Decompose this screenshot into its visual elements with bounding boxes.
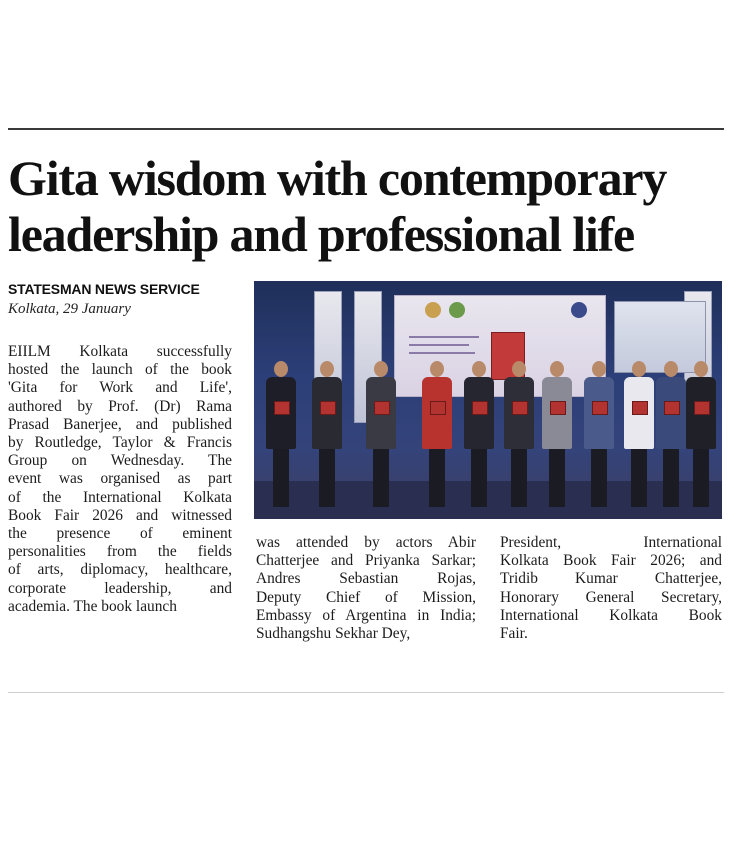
guest-head	[592, 361, 606, 377]
article-line: event was organised as part	[8, 470, 232, 488]
article-line: academia. The book launch	[8, 597, 177, 615]
guest-legs	[693, 449, 709, 507]
guest-head	[550, 361, 564, 377]
article-line: Deputy Chief of Mission,	[256, 588, 476, 606]
logo-emblem	[425, 302, 441, 318]
guest-head	[632, 361, 646, 377]
article-column-3	[500, 534, 722, 643]
article-line: Kolkata Book Fair 2026; and	[500, 552, 722, 570]
headline-line-2: leadership and professional life	[8, 206, 635, 262]
article-line: Andres Sebastian Rojas,	[256, 570, 476, 588]
book-held	[592, 401, 608, 415]
guest-legs	[273, 449, 289, 507]
guest-legs	[549, 449, 565, 507]
article-line: corporate leadership, and	[8, 579, 232, 597]
article-line: Fair.	[500, 625, 528, 643]
article-line: by Routledge, Taylor & Francis	[8, 434, 232, 452]
article-line: authored by Prof. (Dr) Rama	[8, 397, 232, 415]
guest-head	[512, 361, 526, 377]
article-line: International Kolkata Book	[500, 606, 722, 624]
article-line: was attended by actors Abir	[256, 534, 476, 551]
guest-head	[472, 361, 486, 377]
bottom-rule	[8, 692, 724, 693]
book-held	[664, 401, 680, 415]
book-held	[274, 401, 290, 415]
guest-legs	[373, 449, 389, 507]
article-line: Sudhangshu Sekhar Dey,	[256, 625, 411, 643]
book-held	[632, 401, 648, 415]
guest-legs	[429, 449, 445, 507]
book-held	[694, 401, 710, 415]
byline: STATESMAN NEWS SERVICE	[8, 281, 200, 297]
guest-legs	[471, 449, 487, 507]
article-line: 'Gita for Work and Life',	[8, 379, 232, 397]
headline	[8, 150, 728, 262]
guest-legs	[319, 449, 335, 507]
article-line: personalities from the fields	[8, 543, 232, 561]
article-line: hosted the launch of the book	[8, 361, 232, 379]
article-line: Honorary General Secretary,	[500, 588, 722, 606]
article-line: of the International Kolkata	[8, 488, 232, 506]
article-line: the presence of eminent	[8, 525, 232, 543]
article-line: Book Fair 2026 and witnessed	[8, 506, 232, 524]
article-column-2	[256, 534, 476, 643]
guest-head	[274, 361, 288, 377]
guest-head	[664, 361, 678, 377]
book-held	[430, 401, 446, 415]
article-line: President, International	[500, 534, 722, 551]
book-held	[472, 401, 488, 415]
banner-text-line	[409, 344, 469, 346]
dateline: Kolkata, 29 January	[8, 301, 131, 317]
logo-emblem	[449, 302, 465, 318]
guest-legs	[631, 449, 647, 507]
book-held	[374, 401, 390, 415]
headline-line-1: Gita wisdom with contemporary	[8, 150, 667, 206]
book-held	[550, 401, 566, 415]
guest-legs	[511, 449, 527, 507]
side-screen	[614, 301, 706, 373]
article-line: Group on Wednesday. The	[8, 452, 232, 470]
book-held	[512, 401, 528, 415]
banner-text-line	[409, 352, 475, 354]
article-column-1	[8, 343, 232, 616]
article-line: Tridib Kumar Chatterjee,	[500, 570, 722, 588]
guest-head	[374, 361, 388, 377]
guest-legs	[591, 449, 607, 507]
banner-text-line	[409, 336, 479, 338]
top-rule	[8, 128, 724, 130]
article-line: of arts, diplomacy, healthcare,	[8, 561, 232, 579]
article-line: Embassy of Argentina in India;	[256, 606, 476, 624]
guest-head	[430, 361, 444, 377]
guest-head	[320, 361, 334, 377]
guest-legs	[663, 449, 679, 507]
article-line: Prasad Banerjee, and published	[8, 415, 232, 433]
news-photo	[254, 281, 722, 519]
book-held	[320, 401, 336, 415]
guest-head	[694, 361, 708, 377]
logo-emblem	[571, 302, 587, 318]
article-line: EIILM Kolkata successfully	[8, 343, 232, 360]
article-line: Chatterjee and Priyanka Sarkar;	[256, 552, 476, 570]
